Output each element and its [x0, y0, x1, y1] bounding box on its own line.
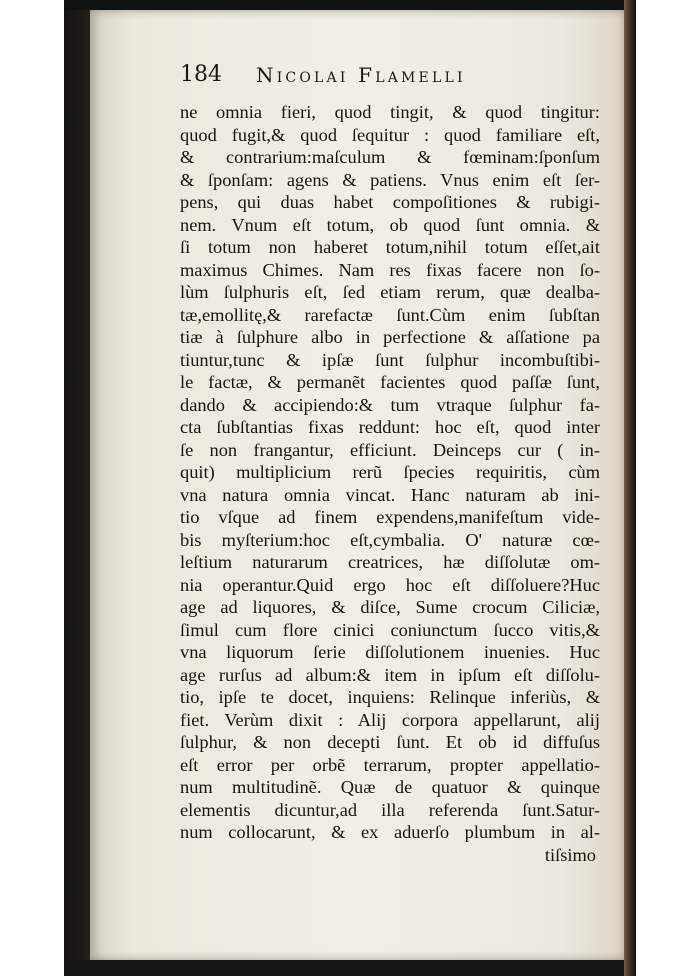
text-line: & contrarium:maſculum & fœminam:ſponſum	[180, 147, 600, 167]
text-line: & ſponſam: agens & patiens. Vnus enim eſt ſer-	[180, 169, 600, 190]
running-title: Nicolai Flamelli	[256, 63, 466, 87]
catchword: tiſsimo	[544, 844, 596, 865]
text-line: ſimul cum flore cinici coniunctum ſucco vitis,&	[180, 619, 600, 640]
text-line: num multitudinẽ. Quæ de quatuor & quinque	[180, 777, 600, 797]
body-text	[180, 101, 600, 866]
text-line: leſtium naturarum creatrices, hæ diſſolutæ om-	[180, 552, 600, 572]
text-line: fiet. Verùm dixit : Alij corpora appellarunt, alij	[180, 709, 600, 730]
text-line: age ad liquores, & diſce, Sume crocum Ciliciæ,	[180, 597, 600, 617]
text-line: cta ſubſtantias fixas reddunt: hoc eſt, quod inter	[180, 417, 600, 437]
text-line: ſi totum non haberet totum,nihil totum eſſet,ait	[180, 237, 600, 257]
text-line: elementis dicuntur,ad illa referenda ſunt.Satur-	[180, 799, 600, 820]
text-line: tæ,emollitę,& rarefactæ ſunt.Cùm enim ſubſtan	[180, 304, 600, 325]
text-line: nia operantur.Quid ergo hoc eſt diſſoluere?Huc	[180, 574, 600, 595]
text-line: maximus Chimes. Nam res fixas facere non ſo-	[180, 259, 600, 280]
text-line: tio, ipſe te docet, inquiens: Relinque inferiùs, &	[180, 687, 600, 707]
text-line: bis myſterium:hoc eſt,cymbalia. O' naturæ cœ-	[180, 529, 600, 550]
text-line: ne omnia fieri, quod tingit, & quod tingitur:	[180, 102, 600, 122]
text-line: quod fugit,& quod ſequitur : quod familiare eſt,	[180, 124, 600, 145]
text-line: tio vſque ad finem expendens,manifeſtum vide-	[180, 507, 600, 527]
text-line: ſulphur, & non decepti ſunt. Et ob id diffuſus	[180, 732, 600, 752]
text-line: tiuntur,tunc & ipſæ ſunt ſulphur incombuſtibi-	[180, 349, 600, 370]
text-line: nem. Vnum eſt totum, ob quod ſunt omnia. &	[180, 214, 600, 235]
text-line: ſe non frangantur, efficiunt. Deinceps cur ( in-	[180, 439, 600, 460]
page-number: 184	[180, 62, 222, 87]
text-line: num collocarunt, & ex aduerſo plumbum in al-	[180, 822, 600, 842]
text-line: pens, qui duas habet compoſitiones & rubigi-	[180, 192, 600, 212]
page-fore-edge	[624, 0, 636, 976]
scan-border-top	[64, 0, 634, 10]
text-line: lùm ſulphuris eſt, ſed etiam rerum, quæ dealba-	[180, 282, 600, 302]
text-line: quit) multiplicium rerũ ſpecies requiritis, cùm	[180, 462, 600, 482]
text-line: tiæ à ſulphure albo in perfectione & aſſatione pa	[180, 327, 600, 347]
page-header	[180, 62, 540, 88]
text-line: age rurſus ad album:& item in ipſum eſt diſſolu-	[180, 664, 600, 685]
text-line: eſt error per orbẽ terrarum, propter appellatio-	[180, 754, 600, 775]
text-line: le factæ, & permanẽt facientes quod paſſæ ſunt,	[180, 372, 600, 392]
scan-border-bottom	[64, 960, 634, 976]
text-line: dando & accipiendo:& tum vtraque ſulphur fa-	[180, 394, 600, 415]
text-line: vna natura omnia vincat. Hanc naturam ab ini-	[180, 484, 600, 505]
text-line: vna liquorum ſerie diſſolutionem inuenies. Huc	[180, 642, 600, 662]
